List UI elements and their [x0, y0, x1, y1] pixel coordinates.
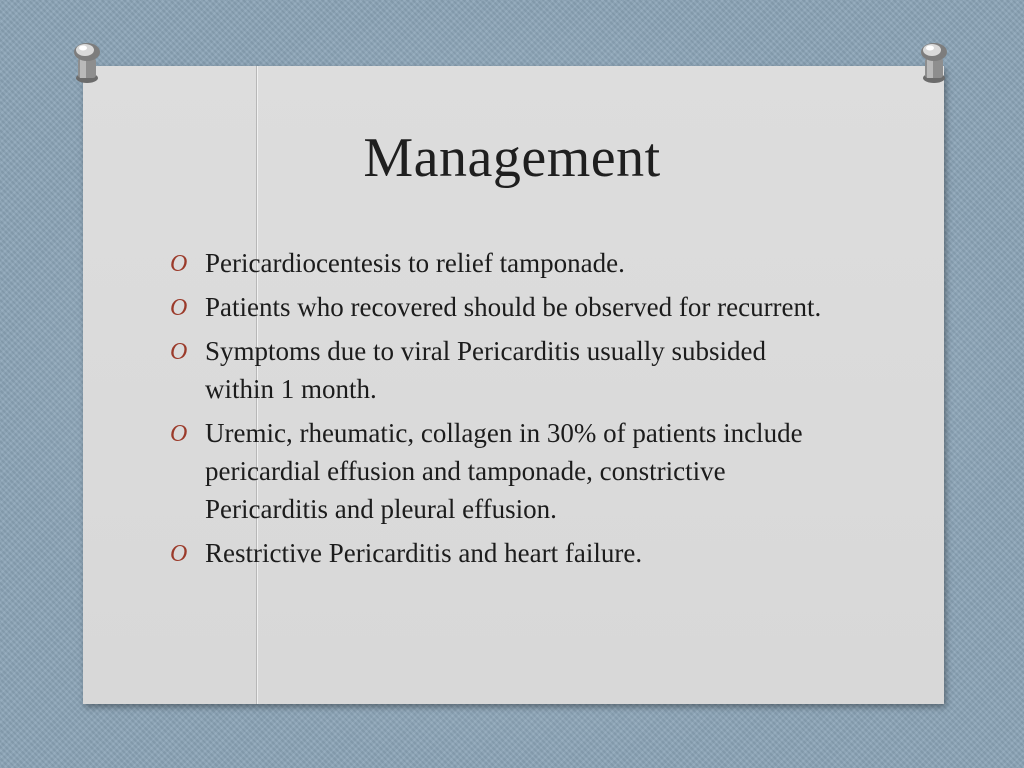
bullet-item [168, 244, 828, 282]
bullet-item [168, 332, 828, 408]
bullet-text: Patients who recovered should be observed for recurrent. [205, 292, 822, 322]
bullet-item [168, 534, 828, 572]
bullet-marker-icon: O [170, 295, 188, 321]
bullet-text: Pericardiocentesis to relief tamponade. [205, 248, 625, 278]
pushpin-icon [70, 40, 104, 86]
bullet-text: Symptoms due to viral Pericarditis usually subsided within 1 month. [205, 336, 766, 404]
bullet-marker-icon: O [170, 421, 188, 447]
bullet-marker-icon: O [170, 541, 188, 567]
bullet-text: Restrictive Pericarditis and heart failure. [205, 538, 643, 568]
pushpin-icon [917, 40, 951, 86]
bullet-list [168, 244, 828, 578]
bullet-marker-icon: O [170, 339, 188, 365]
bullet-text: Uremic, rheumatic, collagen in 30% of patients include pericardial effusion and tamponade, constrictive Pericarditis and pleural effusion. [205, 418, 803, 524]
bullet-item [168, 288, 828, 326]
bullet-marker-icon: O [170, 251, 188, 277]
slide-title: Management [363, 127, 661, 189]
bullet-item [168, 414, 828, 528]
